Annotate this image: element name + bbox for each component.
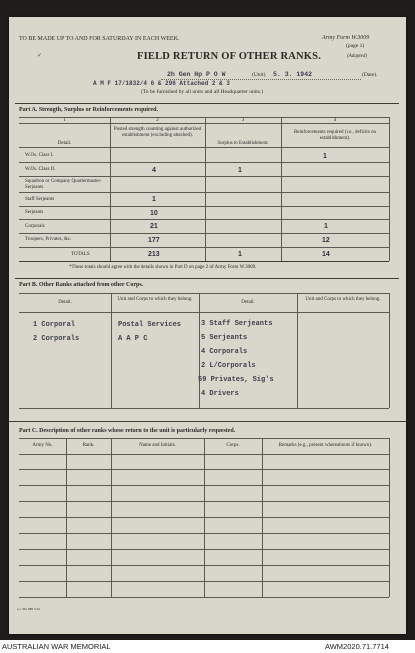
- adapted-note: (Adapted): [347, 54, 367, 59]
- col-header-surplus: Surplus to Establishment.: [217, 141, 269, 146]
- staff-serjeants-posted: 1: [152, 196, 156, 203]
- serjeants-posted: 10: [150, 210, 158, 217]
- row-label-serjeants: Serjeants: [25, 210, 44, 215]
- troopers-reinforcements: 12: [322, 237, 330, 244]
- row-label-wo1: W.Os. Class I.: [25, 153, 54, 158]
- archive-footer: [0, 640, 415, 653]
- totals-posted: 213: [148, 251, 160, 258]
- date-value: 5. 3. 1942: [273, 71, 313, 78]
- row-label-wo2: W.Os. Class II.: [25, 167, 56, 172]
- part-c-col-army-no: Army No.: [32, 443, 53, 448]
- part-c-col-corps: Corps.: [226, 443, 240, 448]
- unit-label: (Unit): [252, 72, 266, 78]
- totals-label: TOTALS: [71, 252, 90, 257]
- part-b-col-unit-right: Unit and Corps to which they belong.: [305, 297, 381, 302]
- attached-right-1: 3 Staff Serjeants: [201, 320, 273, 328]
- attached-right-5: 59 Privates, Sig's: [198, 376, 274, 384]
- attached-unit-1: Postal Services: [118, 321, 182, 329]
- row-label-cqms: Squadron or Company Quartermaster-Serjeants: [25, 179, 102, 190]
- tick-mark: ✓: [37, 53, 43, 59]
- row-label-staff-serjeants: Staff Serjeants: [25, 197, 55, 202]
- part-c-col-name: Name and Initials.: [139, 443, 176, 448]
- unit-name: 2h Gen Hp P O W: [167, 71, 226, 78]
- col-number-1: 1: [63, 118, 66, 123]
- footer-accession-number: AWM2020.71.7714: [325, 642, 389, 651]
- attached-right-6: 4 Drivers: [201, 390, 239, 398]
- row-label-troopers: Troopers, Privates, &c.: [25, 237, 72, 242]
- wo2-surplus: 1: [238, 167, 242, 174]
- attached-right-2: 5 Serjeants: [201, 334, 248, 342]
- col-header-posted: Posted strength counting against authorized establishment (excluding attached).: [113, 127, 202, 138]
- wo2-posted: 4: [152, 167, 156, 174]
- part-b-col-detail-right: Detail.: [241, 300, 255, 305]
- part-a-footnote: *These totals should agree with the details shown in Part D on page 2 of Army Form W.3009.: [69, 265, 257, 270]
- part-b-heading: Part B. Other Ranks attached from other Corps.: [19, 282, 144, 288]
- corporals-reinforcements: 1: [324, 223, 328, 230]
- part-c-col-remarks: Remarks (e.g., present whereabouts if known).: [278, 443, 373, 448]
- part-c-heading: Part C. Description of other ranks whose return to the unit is particularly requested.: [19, 428, 236, 434]
- unit-reference: A M F 17/1832/4 6 & 296 Attached 2 & 3: [93, 80, 230, 87]
- form-sheet: [9, 17, 406, 634]
- totals-reinforcements: 14: [322, 251, 330, 258]
- furnished-note: (To be furnished by all units and all Headquarter units.): [141, 89, 264, 95]
- part-c-col-rank: Rank.: [82, 443, 95, 448]
- col-header-detail: Detail.: [57, 141, 72, 146]
- col-number-2: 2: [156, 118, 159, 123]
- attached-detail-1: 1 Corporal: [33, 321, 76, 329]
- col-number-4: 4: [333, 118, 337, 123]
- row-label-corporals: Corporals: [25, 224, 45, 229]
- form-title: FIELD RETURN OF OTHER RANKS.: [137, 51, 322, 62]
- wo1-reinforcements: 1: [323, 153, 327, 160]
- attached-detail-2: 2 Corporals: [33, 335, 80, 343]
- part-b-rule: [15, 278, 399, 279]
- part-b-col-detail-left: Detail.: [58, 300, 72, 305]
- page-number: (page 1): [346, 43, 365, 49]
- print-code: s.s. Sht 986 5/41: [17, 607, 41, 611]
- part-c-rule: [9, 421, 406, 422]
- part-b-col-unit-left: Unit and Corps to which they belong.: [117, 297, 193, 302]
- attached-right-4: 2 L/Corporals: [201, 362, 256, 370]
- corporals-posted: 21: [150, 223, 158, 230]
- part-a-heading: Part A. Strength, Surplus or Reinforcements required.: [19, 107, 158, 113]
- army-form-number: Army Form W.3009: [322, 35, 370, 41]
- col-number-3: 3: [241, 118, 245, 123]
- date-label: (Date).: [362, 72, 378, 78]
- top-note: TO BE MADE UP TO AND FOR SATURDAY IN EACH WEEK.: [19, 36, 180, 42]
- col-header-reinforcements: Reinforcements required (i.e., deficits on establishment).: [293, 130, 377, 141]
- troopers-posted: 177: [148, 237, 160, 244]
- part-a-rule: [15, 103, 399, 104]
- attached-right-3: 4 Corporals: [201, 348, 248, 356]
- totals-surplus: 1: [238, 251, 242, 258]
- attached-unit-2: A A P C: [118, 335, 148, 343]
- footer-institution: AUSTRALIAN WAR MEMORIAL: [2, 642, 111, 651]
